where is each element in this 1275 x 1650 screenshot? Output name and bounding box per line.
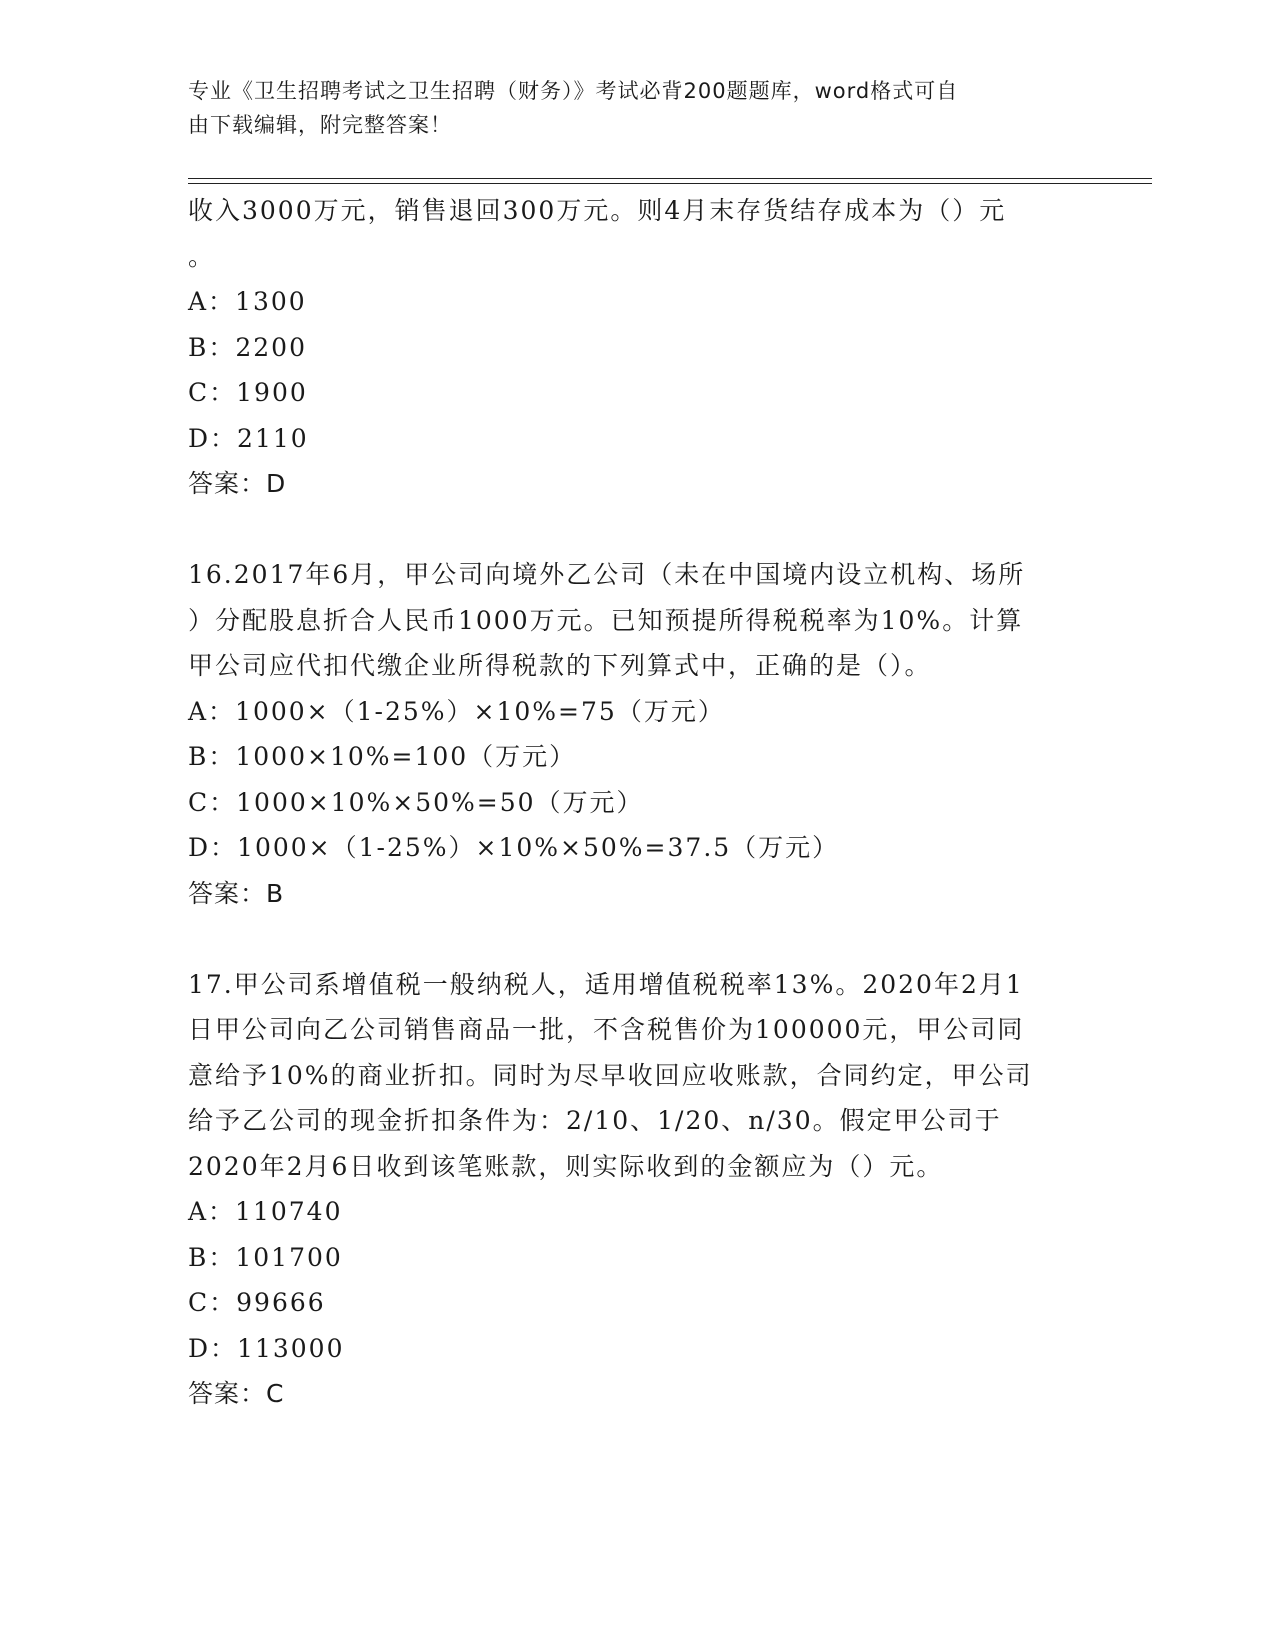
question-text-line: 给予乙公司的现金折扣条件为：2/10、1/20、n/30。假定甲公司于	[188, 1106, 1002, 1135]
question-text-line: 。	[188, 241, 216, 271]
question-text-line: 收入3000万元，销售退回300万元。则4月末存货结存成本为（）元	[188, 196, 1007, 225]
option-c: C：1900	[188, 378, 308, 407]
question-text-line: 甲公司应代扣代缴企业所得税款的下列算式中，正确的是（）。	[188, 651, 932, 680]
answer-label: 答案：B	[188, 878, 285, 908]
answer-label: 答案：D	[188, 469, 287, 498]
question-text-line: 日甲公司向乙公司销售商品一批，不含税售价为100000元，甲公司同	[188, 1015, 1025, 1044]
header-divider-bottom	[188, 183, 1152, 184]
spacer	[188, 916, 1088, 962]
option-c: C：1000×10%×50%=50（万元）	[188, 787, 644, 817]
option-d: D：2110	[188, 423, 309, 453]
option-b: B：101700	[188, 1242, 343, 1272]
header-divider-top	[188, 178, 1152, 179]
question-17	[188, 962, 1088, 1417]
option-a: A：1000×（1-25%）×10%=75（万元）	[188, 696, 725, 726]
question-text-line: ）分配股息折合人民币1000万元。已知预提所得税税率为10%。计算	[188, 605, 1024, 635]
header-line-1: 专业《卫生招聘考试之卫生招聘（财务）》考试必背200题题库，word格式可自	[188, 79, 959, 103]
option-b: B：1000×10%=100（万元）	[188, 742, 577, 771]
question-text-line: 17.甲公司系增值税一般纳税人，适用增值税税率13%。2020年2月1	[188, 969, 1024, 999]
option-d: D：113000	[188, 1333, 345, 1363]
spacer	[188, 507, 1088, 553]
option-b: B：2200	[188, 332, 307, 362]
option-a: A：1300	[188, 287, 307, 316]
document-header	[188, 74, 1068, 142]
option-d: D：1000×（1-25%）×10%×50%=37.5（万元）	[188, 833, 840, 862]
question-text-line: 2020年2月6日收到该笔账款，则实际收到的金额应为（）元。	[188, 1151, 944, 1181]
answer-label: 答案：C	[188, 1379, 285, 1408]
header-line-2: 由下载编辑，附完整答案！	[188, 113, 452, 137]
option-a: A：110740	[188, 1197, 343, 1226]
question-15	[188, 188, 1088, 507]
document-body	[188, 188, 1088, 1417]
question-16	[188, 552, 1088, 916]
option-c: C：99666	[188, 1288, 326, 1317]
question-text-line: 意给予10%的商业折扣。同时为尽早收回应收账款，合同约定，甲公司	[188, 1060, 1033, 1090]
question-text-line: 16.2017年6月，甲公司向境外乙公司（未在中国境内设立机构、场所	[188, 560, 1026, 589]
